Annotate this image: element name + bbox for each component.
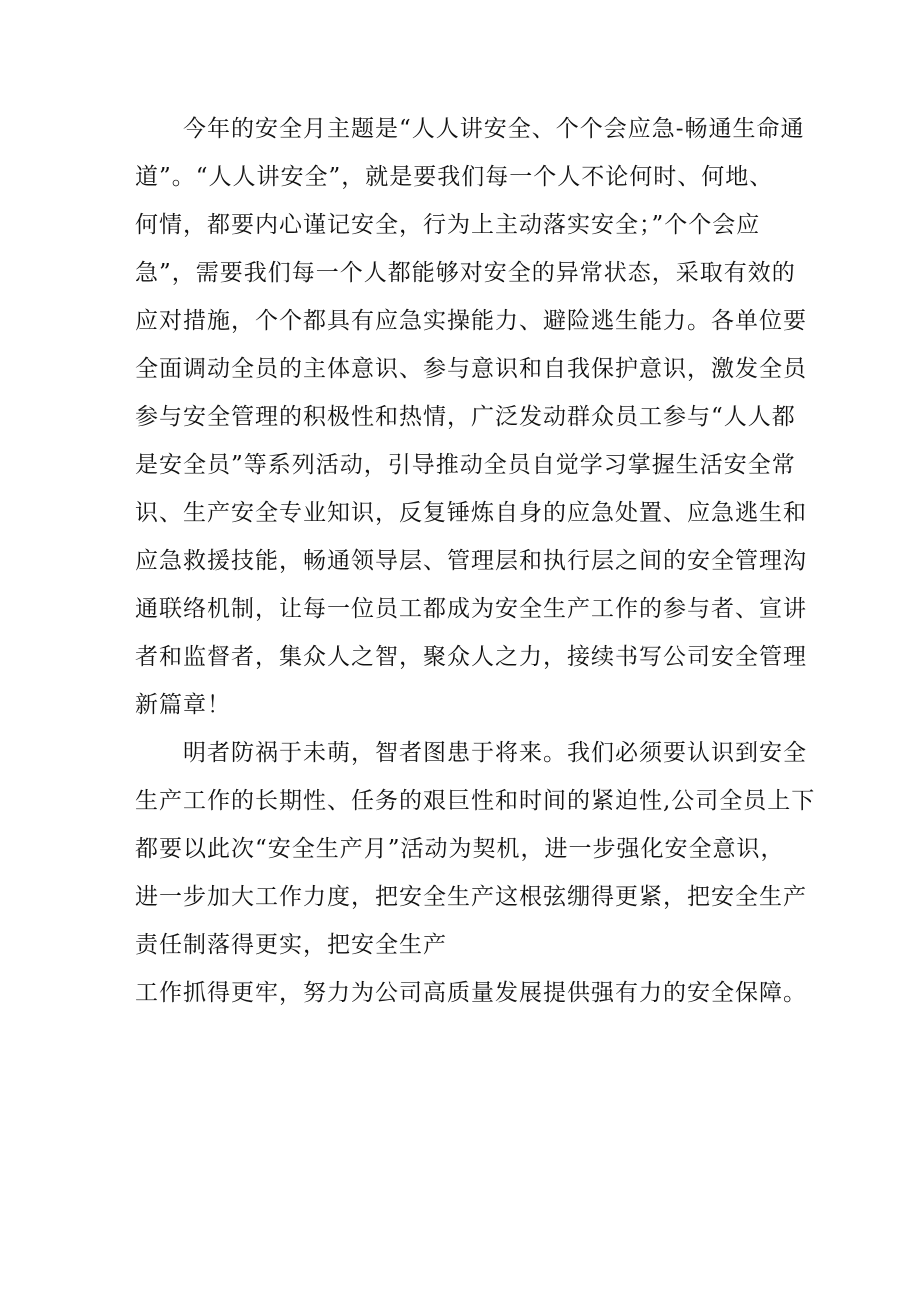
text-line: 识、生产安全专业知识，反复锤炼自身的应急处置、应急逃生和	[135, 500, 807, 526]
text-line: 新篇章！	[135, 692, 231, 718]
text-line: 应急救援技能，畅通领导层、管理层和执行层之间的安全管理沟	[135, 548, 807, 574]
text-line: 应对措施，个个都具有应急实操能力、避险逃生能力。各单位要	[135, 308, 807, 334]
text-line: 都要以此次“安全生产月”活动为契机，进一步强化安全意识，	[135, 836, 785, 862]
text-line: 急”，需要我们每一个人都能够对安全的异常状态，采取有效的	[135, 260, 796, 286]
text-line: 者和监督者，集众人之智，聚众人之力，接续书写公司安全管理	[135, 644, 807, 670]
text-line: 今年的安全月主题是“人人讲安全、个个会应急-畅通生命通	[183, 116, 805, 142]
text-line: 通联络机制，让每一位员工都成为安全生产工作的参与者、宣讲	[135, 596, 807, 622]
text-line: 道”。“人人讲安全”，就是要我们每一个人不论何时、何地、	[135, 164, 774, 190]
text-line: 生产工作的长期性、任务的艰巨性和时间的紧迫性,公司全员上下	[135, 788, 816, 814]
text-line: 工作抓得更牢，努力为公司高质量发展提供强有力的安全保障。	[135, 980, 807, 1006]
text-line: 是安全员”等系列活动，引导推动全员自觉学习掌握生活安全常	[135, 452, 796, 478]
text-line: 参与安全管理的积极性和热情，广泛发动群众员工参与“人人都	[135, 404, 796, 430]
text-line: 全面调动全员的主体意识、参与意识和自我保护意识，激发全员	[135, 356, 807, 382]
text-line: 何情，都要内心谨记安全，行为上主动落实安全；”个个会应	[135, 212, 761, 238]
text-line: 进一步加大工作力度，把安全生产这根弦绷得更紧，把安全生产	[135, 884, 807, 910]
text-line: 明者防祸于未萌，智者图患于将来。我们必须要认识到安全	[183, 740, 807, 766]
text-line: 责任制落得更实，把安全生产	[135, 932, 447, 958]
